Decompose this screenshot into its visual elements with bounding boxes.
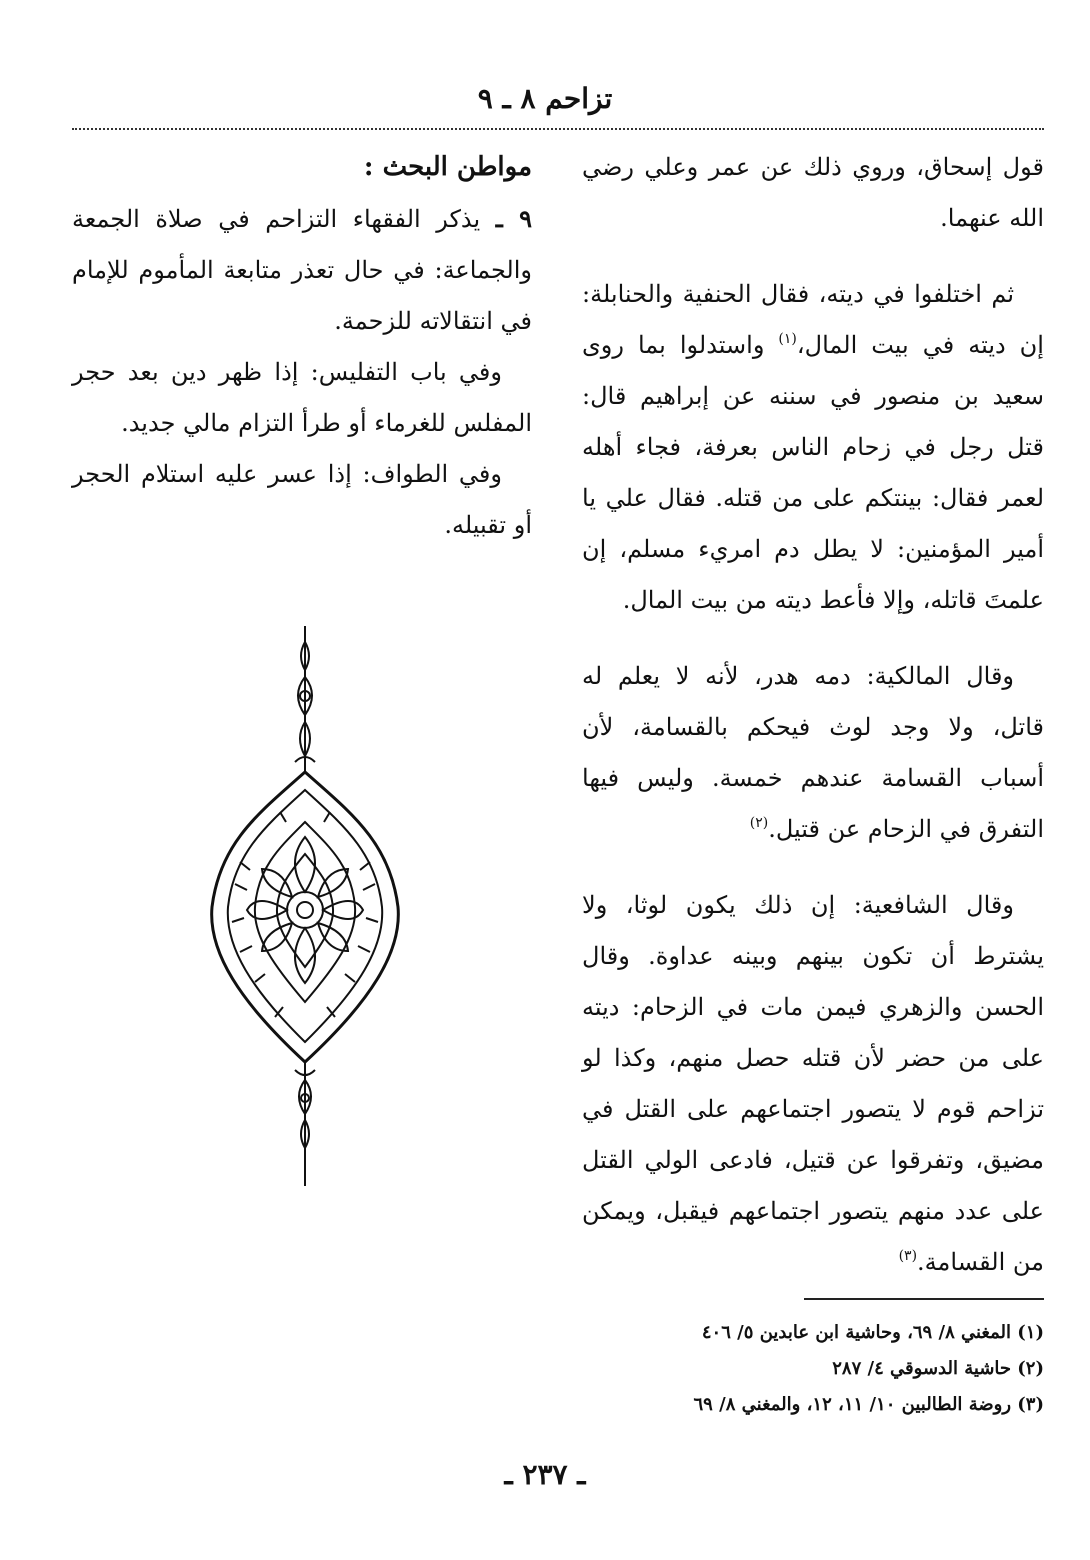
footnote-mark: (٣) [898, 1248, 918, 1264]
paragraph [582, 880, 1044, 1288]
arabesque-ornament-icon [200, 622, 410, 1190]
footnote: (٣) روضة الطالبين ١٠/ ١١، ١٢، والمغني ٨/ ٦٩ [693, 1394, 1044, 1415]
paragraph-text: يذكر الفقهاء التزاحم في صلاة الجمعة والجماعة: في حال تعذر متابعة المأموم للإمام في انتقالاته للزحمة. [72, 205, 532, 335]
paragraph-text: وقال المالكية: دمه هدر، لأنه لا يعلم له قاتل، ولا وجد لوث فيحكم بالقسامة، لأن أسباب القسامة عندهم خمسة. وليس فيها التفرق في الزحام عن قتيل. [582, 662, 1044, 843]
paragraph: وفي باب التفليس: إذا ظهر دين بعد حجر المفلس للغرماء أو طرأ التزام مالي جديد. [72, 358, 532, 437]
header-dotted-rule [72, 128, 1044, 130]
paragraph: قول إسحاق، وروي ذلك عن عمر وعلي رضي الله عنهما. [582, 153, 1044, 232]
footnote-divider [804, 1298, 1044, 1300]
page-number: ـ ٢٣٧ ـ [504, 1458, 586, 1491]
paragraph [582, 269, 1044, 626]
right-column [582, 142, 1044, 1288]
paragraph-text: وقال الشافعية: إن ذلك يكون لوثا، ولا يشترط أن تكون بينهم وبينه عداوة. وقال الحسن والزهري فيمن مات في الزحام: ديته على من حضر لأن قتله حصل منهم، وكذا لو تزاحم قوم لا يتصور اجتماعهم على القتل في مضيق، وتفرقوا عن قتيل، فادعى الولي القتل على عدد منهم يتصور اجتماعهم فيقبل، ويمكن من القسامة. [582, 891, 1045, 1276]
paragraph [582, 651, 1044, 855]
footnote: (١) المغني ٨/ ٦٩، وحاشية ابن عابدين ٥/ ٤٠٦ [701, 1322, 1044, 1343]
footnote: (٢) حاشية الدسوقي ٤/ ٢٨٧ [832, 1358, 1044, 1379]
footnote-mark: (١) [778, 331, 797, 347]
item-number: ٩ ـ [495, 204, 532, 233]
section-title: مواطن البحث : [363, 152, 532, 182]
footnotes [582, 1315, 1044, 1423]
paragraph-text: واستدلوا بما روى سعيد بن منصور في سننه عن إبراهيم قال: قتل رجل في زحام الناس بعرفة، فجاء أهله لعمر فقال: بينتكم على من قتله. فقال علي يا أمير المؤمنين: لا يطل دم امريء مسلم، إن علمتَ قاتله، وإلا فأعط ديته من بيت المال. [582, 331, 1044, 614]
footnote-mark: (٢) [749, 815, 769, 831]
paragraph: وفي الطواف: إذا عسر عليه استلام الحجر أو تقبيله. [72, 460, 532, 539]
paragraph [72, 193, 532, 347]
paragraph-text: ثم اختلفوا في ديته، فقال الحنفية والحنابلة: إن ديته في بيت المال، [582, 280, 1044, 359]
page-header: تزاحم ٨ ـ ٩ [477, 82, 613, 115]
left-column [72, 142, 532, 551]
